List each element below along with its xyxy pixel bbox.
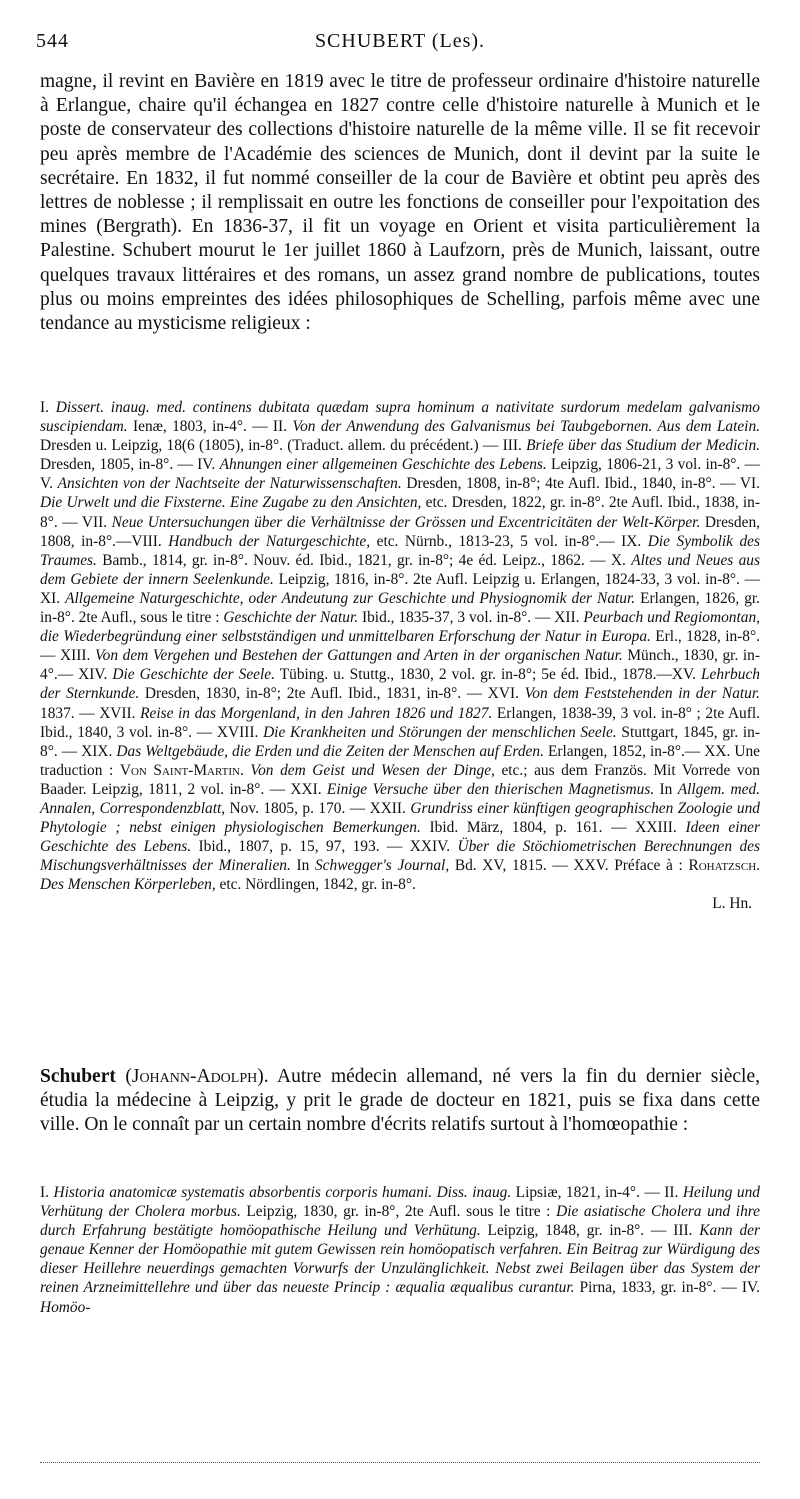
- work-title: Das Weltgebäude, die Erden und die Zeiten der Menschen auf Erden.: [116, 742, 544, 760]
- article-entry: [40, 1065, 760, 1138]
- bibliography-block: [40, 398, 760, 913]
- work-title: Die Krankheiten und Störungen der menschlichen Seele.: [263, 723, 617, 741]
- work-title: Altes und Neues aus dem Gebiete der innern Seelenkunde.: [40, 551, 760, 588]
- work-title: Ahnungen einer allgemeinen Geschichte des Lebens.: [219, 456, 547, 474]
- citation-text: Nov. 1805, p. 170. — XXII.: [225, 799, 411, 817]
- citation-text: Bamb., 1814, gr. in-8°. Nouv. éd. Ibid., 1821, gr. in-8°; 4e éd. Leipz., 1862. — X.: [96, 551, 632, 569]
- work-title: Handbuch der Naturgeschichte,: [168, 532, 371, 550]
- article-paragraph: magne, il revint en Bavière en 1819 avec le titre de professeur ordinaire d'histoire naturelle à Erlangue, chaire qu'il échangea en 1827 contre celle d'histoire naturelle à Munich et le poste de conservateur des collections d'histoire naturelle de la même ville. Il se fit recevoir peu après membre de l'Académie des sciences de Munich, dont il devint par la suite le secrétaire. En 1832, il fut nommé conseiller de la cour de Bavière et obtint peu après des lettres de noblesse ; il remplissait en outre les fonctions de conseiller pour l'expoitation des mines (Bergrath). En 1836-37, il fit un voyage en Orient et visita particulièrement la Palestine. Schubert mourut le 1er juillet 1860 à Laufzorn, près de Munich, laissant, outre quelques travaux littéraires et des romans, un assez grand nombre de publications, toutes plus ou moins empreintes des idées philosophiques de Schelling, parfois même avec une tendance au mysticisme religieux :: [40, 71, 760, 335]
- work-title: Des Menschen Körperleben,: [40, 876, 216, 894]
- citation-text: Leipzig, 1830, gr. in-8°, 2te Aufl. sous le titre :: [240, 1203, 557, 1221]
- citation-text: Pirna, 1833, gr. in-8°. — IV.: [574, 1279, 760, 1297]
- work-title: Grundriss einer künftigen geographischen Zoologie und Phytologie ; nebst einigen physiologischen Bemerkungen.: [40, 799, 760, 837]
- bibliography-list: [40, 398, 760, 894]
- citation-text: Lipsiæ, 1821, in-4°. — II.: [511, 1184, 683, 1201]
- work-title: Schwegger's Journal,: [314, 857, 450, 875]
- work-title: Die asiatische Cholera und ihre durch Erfahrung bestätigte homöopathische Heilung und Verhütung.: [40, 1203, 761, 1240]
- bibliography-block: [40, 1183, 760, 1317]
- citation-text: etc. Nürnb., 1813-23, 5 vol. in-8°.— IX.: [370, 532, 648, 550]
- citation-text: Dresden, 1808, in-8°; 4te Aufl. Ibid., 1840, in-8°. — VI.: [401, 475, 760, 493]
- work-title: Die Symbolik des Traumes.: [40, 532, 760, 569]
- citation-text: Ienæ, 1803, in-4°. — II.: [127, 418, 293, 436]
- citation-text: Dresden, 1830, in-8°; 2te Aufl. Ibid., 1831, in-8°. — XVI.: [139, 685, 525, 703]
- work-title: Historia anatomicæ systematis absorbentis corporis humani. Diss. inaug.: [53, 1184, 512, 1201]
- entry-paragraph: [40, 1065, 760, 1138]
- work-title: Allgem. med. Annalen, Correspondenzblatt,: [40, 780, 760, 817]
- author-signature: L. Hn.: [712, 895, 752, 913]
- citation-text: Ibid. März, 1804, p. 161. — XXIII.: [420, 819, 686, 837]
- entry-forenames: (Johann-Adolph).: [125, 1066, 269, 1087]
- running-head: [36, 30, 764, 60]
- citation-text: Ibid., 1835-37, 3 vol. in-8°. — XII.: [358, 609, 584, 627]
- citation-text: In: [290, 857, 315, 875]
- article-continuation: [40, 70, 760, 336]
- citation-text: Leipzig, 1806-21, 3 vol. in-8°. — V.: [40, 456, 760, 493]
- citation-text: I.: [40, 399, 56, 416]
- running-title: SCHUBERT (Les).: [314, 30, 486, 52]
- citation-text: Ibid., 1807, p. 15, 97, 193. — XXIV.: [191, 838, 458, 856]
- citation-text: 1837. — XVII.: [40, 704, 141, 722]
- work-title: Peurbach und Regiomontan, die Wiederbegründung einer selbstständigen und unmittelbaren Erforschung der Natur in Europa.: [40, 609, 760, 646]
- work-title: Einige Versuche über den thierischen Magnetismus.: [326, 780, 655, 798]
- citation-text: Erl., 1828, in-8°. — XIII.: [40, 628, 760, 665]
- work-title: Ansichten von der Nachtseite der Naturwissenschaften.: [57, 475, 402, 493]
- bibliography-list: [40, 1183, 760, 1317]
- citation-text: Erlangen, 1826, gr. in-8°. 2te Aufl., sous le titre :: [40, 589, 761, 627]
- work-title: Geschichte der Natur.: [223, 609, 359, 627]
- work-title: Lehrbuch der Sternkunde.: [40, 666, 760, 703]
- work-title: Heilung und Verhütung der Cholera morbus.: [40, 1184, 760, 1221]
- citation-text: Stuttgart, 1845, gr. in-8°. — XIX.: [40, 723, 760, 760]
- work-title: Ideen einer Geschichte des Lebens.: [40, 819, 760, 856]
- work-title: Von dem Geist und Wesen der Dinge,: [250, 761, 495, 779]
- work-title: Die Urwelt und die Fixsterne. Eine Zugabe zu den Ansichten,: [40, 494, 422, 512]
- citation-text: Leipzig, 1816, in-8°. 2te Aufl. Leipzig u. Erlangen, 1824-33, 3 vol. in-8°. — XI.: [40, 570, 761, 607]
- citation-text: In: [654, 780, 678, 798]
- citation-text: Bd. XV, 1815. — XXV. Préface à :: [449, 857, 689, 875]
- work-title: Von dem Feststehenden in der Natur.: [524, 685, 760, 703]
- citation-text: Erlangen, 1838-39, 3 vol. in-8° ; 2te Aufl. Ibid., 1840, 3 vol. in-8°. — XVIII.: [40, 704, 760, 741]
- citation-text: Erlangen, 1852, in-8°.— XX. Une traduction :: [40, 742, 760, 779]
- work-title: Über die Stöchiometrischen Berechnungen des Mischungsverhältnisses der Mineralien.: [40, 838, 760, 875]
- work-title: Dissert. inaug. med. continens dubitata quædam supra hominum a nativitate surdorum medelam galvanismo suscipiendam.: [40, 399, 760, 436]
- author-name: Von Saint-Martin.: [119, 761, 244, 779]
- citation-text: Dresden, 1808, in-8°.—VIII.: [40, 513, 760, 550]
- work-title: Von dem Vergehen und Bestehen der Gattungen and Arten in der organischen Natur.: [94, 647, 623, 665]
- work-title: Briefe über das Studium der Medicin.: [526, 437, 760, 455]
- citation-text: etc. Dresden, 1822, gr. in-8°. 2te Aufl. Ibid., 1838, in-8°. — VII.: [40, 494, 760, 531]
- work-title: Die Geschichte der Seele.: [112, 666, 275, 684]
- citation-text: etc. Nördlingen, 1842, gr. in-8°.: [215, 876, 416, 894]
- citation-text: Dresden u. Leipzig, 18(6 (1805), in-8°. (Traduct. allem. du précédent.) — III.: [40, 437, 527, 455]
- work-title: Kann der genaue Kenner der Homöopathie mit gutem Gewissen rein homöopatisch verfahren. Ein Beitrag zur Würdigung des dieser Heillehre neuerdings gemachten Vorwurfs der Unzulänglichkeit. Nebst zwei Beilagen über das System der reinen Arzneimittellehre und über das neueste Princip : æqualia æqualibus curantur.: [40, 1222, 760, 1297]
- citation-text: Leipzig, 1848, gr. in-8°. — III.: [480, 1222, 700, 1240]
- footer-rule: [40, 1462, 760, 1463]
- work-title: Neue Untersuchungen über die Verhältnisse der Grössen und Excentricitäten der Welt-Körper.: [111, 513, 701, 531]
- citation-text: Tübing. u. Stuttg., 1830, 2 vol. gr. in-8°; 5e éd. Ibid., 1878.—XV.: [274, 666, 701, 684]
- citation-text: etc.; aus dem Französ. Mit Vorrede von Baader. Leipzig, 1811, 2 vol. in-8°. — XXI.: [40, 761, 760, 798]
- work-title: Homöo-: [40, 1298, 91, 1316]
- author-name: Rohatzsch.: [688, 857, 760, 875]
- citation-text: I.: [40, 1184, 54, 1201]
- page-number: 544: [36, 30, 69, 52]
- entry-headword: Schubert: [40, 1066, 116, 1087]
- citation-text: Münch., 1830, gr. in-4°.— XIV.: [40, 647, 760, 684]
- work-title: Von der Anwendung des Galvanismus bei Taubgebornen. Aus dem Latein.: [292, 418, 761, 436]
- citation-text: Dresden, 1805, in-8°. — IV.: [40, 456, 220, 474]
- work-title: Reise in das Morgenland, in den Jahren 1826 und 1827.: [140, 704, 493, 722]
- work-title: Allgemeine Naturgeschichte, oder Andeutung zur Geschichte und Physiognomik der Natur.: [65, 589, 636, 607]
- entry-text: Autre médecin allemand, né vers la fin du dernier siècle, étudia la médecine à Leipzig, y prit le grade de docteur en 1821, puis se fixa dans cette ville. On le connaît par un certain nombre d'écrits relatifs surtout à l'homœopathie :: [40, 1066, 760, 1136]
